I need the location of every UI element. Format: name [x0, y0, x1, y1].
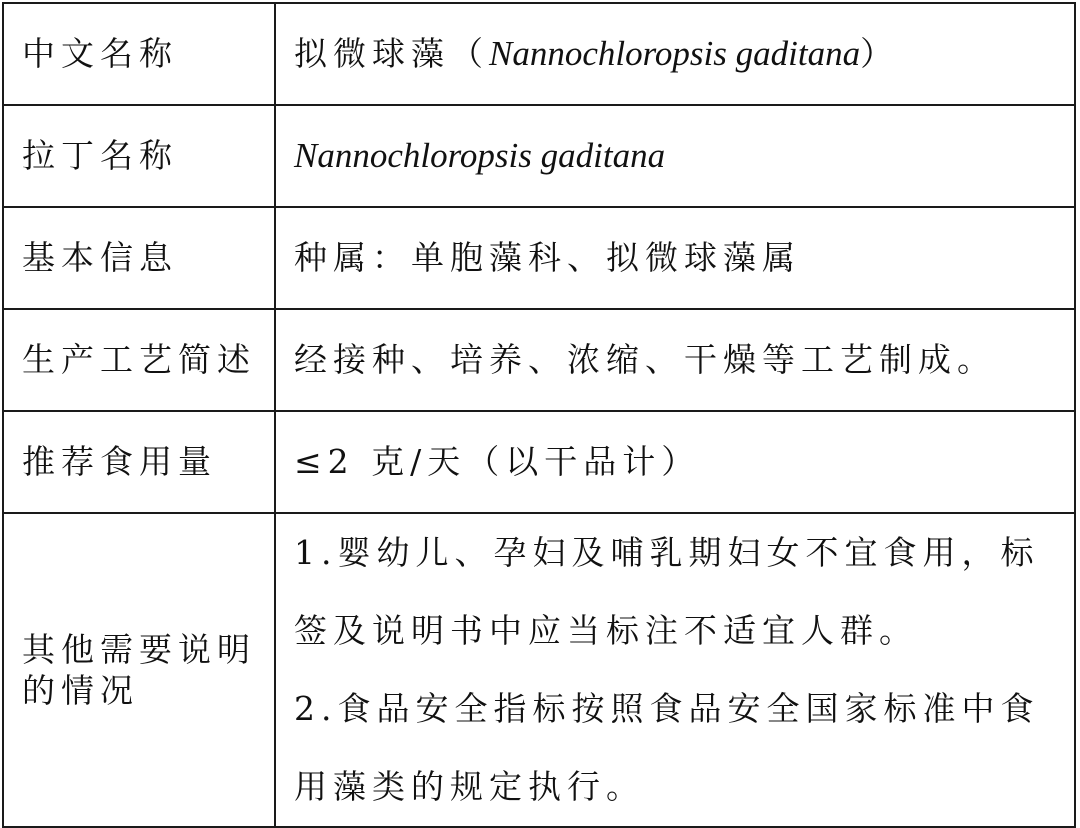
label-recommended-intake: 推荐食用量 [3, 411, 275, 513]
row-recommended-intake [3, 411, 1075, 513]
value-recommended-intake: ≤2 克/天（以干品计） [275, 411, 1075, 513]
label-basic-info: 基本信息 [3, 207, 275, 309]
value-production-process: 经接种、培养、浓缩、干燥等工艺制成。 [275, 309, 1075, 411]
row-other-notes [3, 513, 1075, 827]
row-production-process [3, 309, 1075, 411]
chinese-name-text: 拟微球藻（ [294, 34, 489, 74]
label-latin-name: 拉丁名称 [3, 105, 275, 207]
value-latin-name [275, 105, 1075, 207]
row-latin-name [3, 105, 1075, 207]
label-chinese-name: 中文名称 [3, 3, 275, 105]
chinese-name-latin: Nannochloropsis gaditana [489, 34, 861, 74]
value-chinese-name [275, 3, 1075, 105]
row-chinese-name [3, 3, 1075, 105]
label-other-notes: 其他需要说明的情况 [3, 513, 275, 827]
row-basic-info [3, 207, 1075, 309]
label-production-process: 生产工艺简述 [3, 309, 275, 411]
value-other-notes [275, 513, 1075, 827]
note-item-1: 1.婴幼儿、孕妇及哺乳期妇女不宜食用，标签及说明书中应当标注不适宜人群。 [294, 533, 1040, 650]
note-item-2: 2.食品安全指标按照食品安全国家标准中食用藻类的规定执行。 [294, 689, 1040, 806]
food-info-table [2, 2, 1076, 828]
value-basic-info: 种属：单胞藻科、拟微球藻属 [275, 207, 1075, 309]
latin-name-text: Nannochloropsis gaditana [294, 136, 666, 176]
chinese-name-close-paren: ） [860, 34, 900, 74]
